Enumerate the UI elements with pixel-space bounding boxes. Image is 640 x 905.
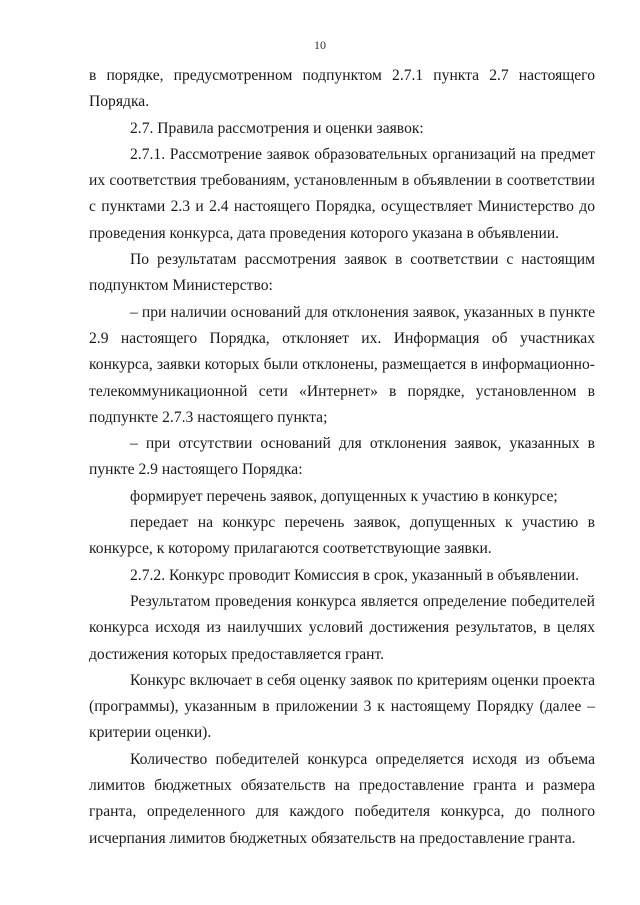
paragraph-2-7-1: 2.7.1. Рассмотрение заявок образовательных организаций на предмет их соответствия требованиям, установленным в объявлении в соответствии с пунктами 2.3 и 2.4 настоящего Порядка, осуществляет Министерство до проведения конкурса, дата проведения которого указана в объявлении. <box>89 145 595 242</box>
paragraph-continuation: в порядке, предусмотренном подпунктом 2.7.1 пункта 2.7 настоящего Порядка. <box>89 67 595 111</box>
paragraph-forms-list: формирует перечень заявок, допущенных к участию в конкурсе; <box>130 487 558 505</box>
paragraph-winners-count: Количество победителей конкурса определяется исходя из объема лимитов бюджетных обязательств на предоставление гранта и размера гранта, определенного для каждого победителя конкурса, до полного исчерпания лимитов бюджетных обязательств на предоставление гранта. <box>89 750 595 847</box>
paragraph-review-results: По результатам рассмотрения заявок в соответствии с настоящим подпунктом Министерство: <box>89 251 595 295</box>
document-body <box>89 63 595 852</box>
paragraph-2-7-2: 2.7.2. Конкурс проводит Комиссия в срок, указанный в объявлении. <box>130 566 579 584</box>
paragraph-evaluation-criteria: Конкурс включает в себя оценку заявок по критериям оценки проекта (программы), указанным в приложении 3 к настоящему Порядку (далее – критерии оценки). <box>89 671 596 742</box>
paragraph-contest-result: Результатом проведения конкурса является определение победителей конкурса исходя из наилучших условий достижения результатов, в целях достижения которых предоставляется грант. <box>89 592 595 663</box>
page-number: 10 <box>314 38 326 52</box>
list-item-rejection: – при наличии оснований для отклонения заявок, указанных в пункте 2.9 настоящего Порядка, отклоняет их. Информация об участниках конкурса, заявки которых были отклонены, размещается в информационно-телекоммуникационной сети «Интернет» в порядке, установленном в подпункте 2.7.3 настоящего пункта; <box>89 303 595 426</box>
list-item-no-rejection: – при отсутствии оснований для отклонения заявок, указанных в пункте 2.9 настоящего Порядка: <box>89 435 595 479</box>
section-heading-2-7: 2.7. Правила рассмотрения и оценки заявок: <box>130 119 424 137</box>
paragraph-transfers-list: передает на конкурс перечень заявок, допущенных к участию в конкурсе, к которому прилагаются соответствующие заявки. <box>89 514 595 558</box>
